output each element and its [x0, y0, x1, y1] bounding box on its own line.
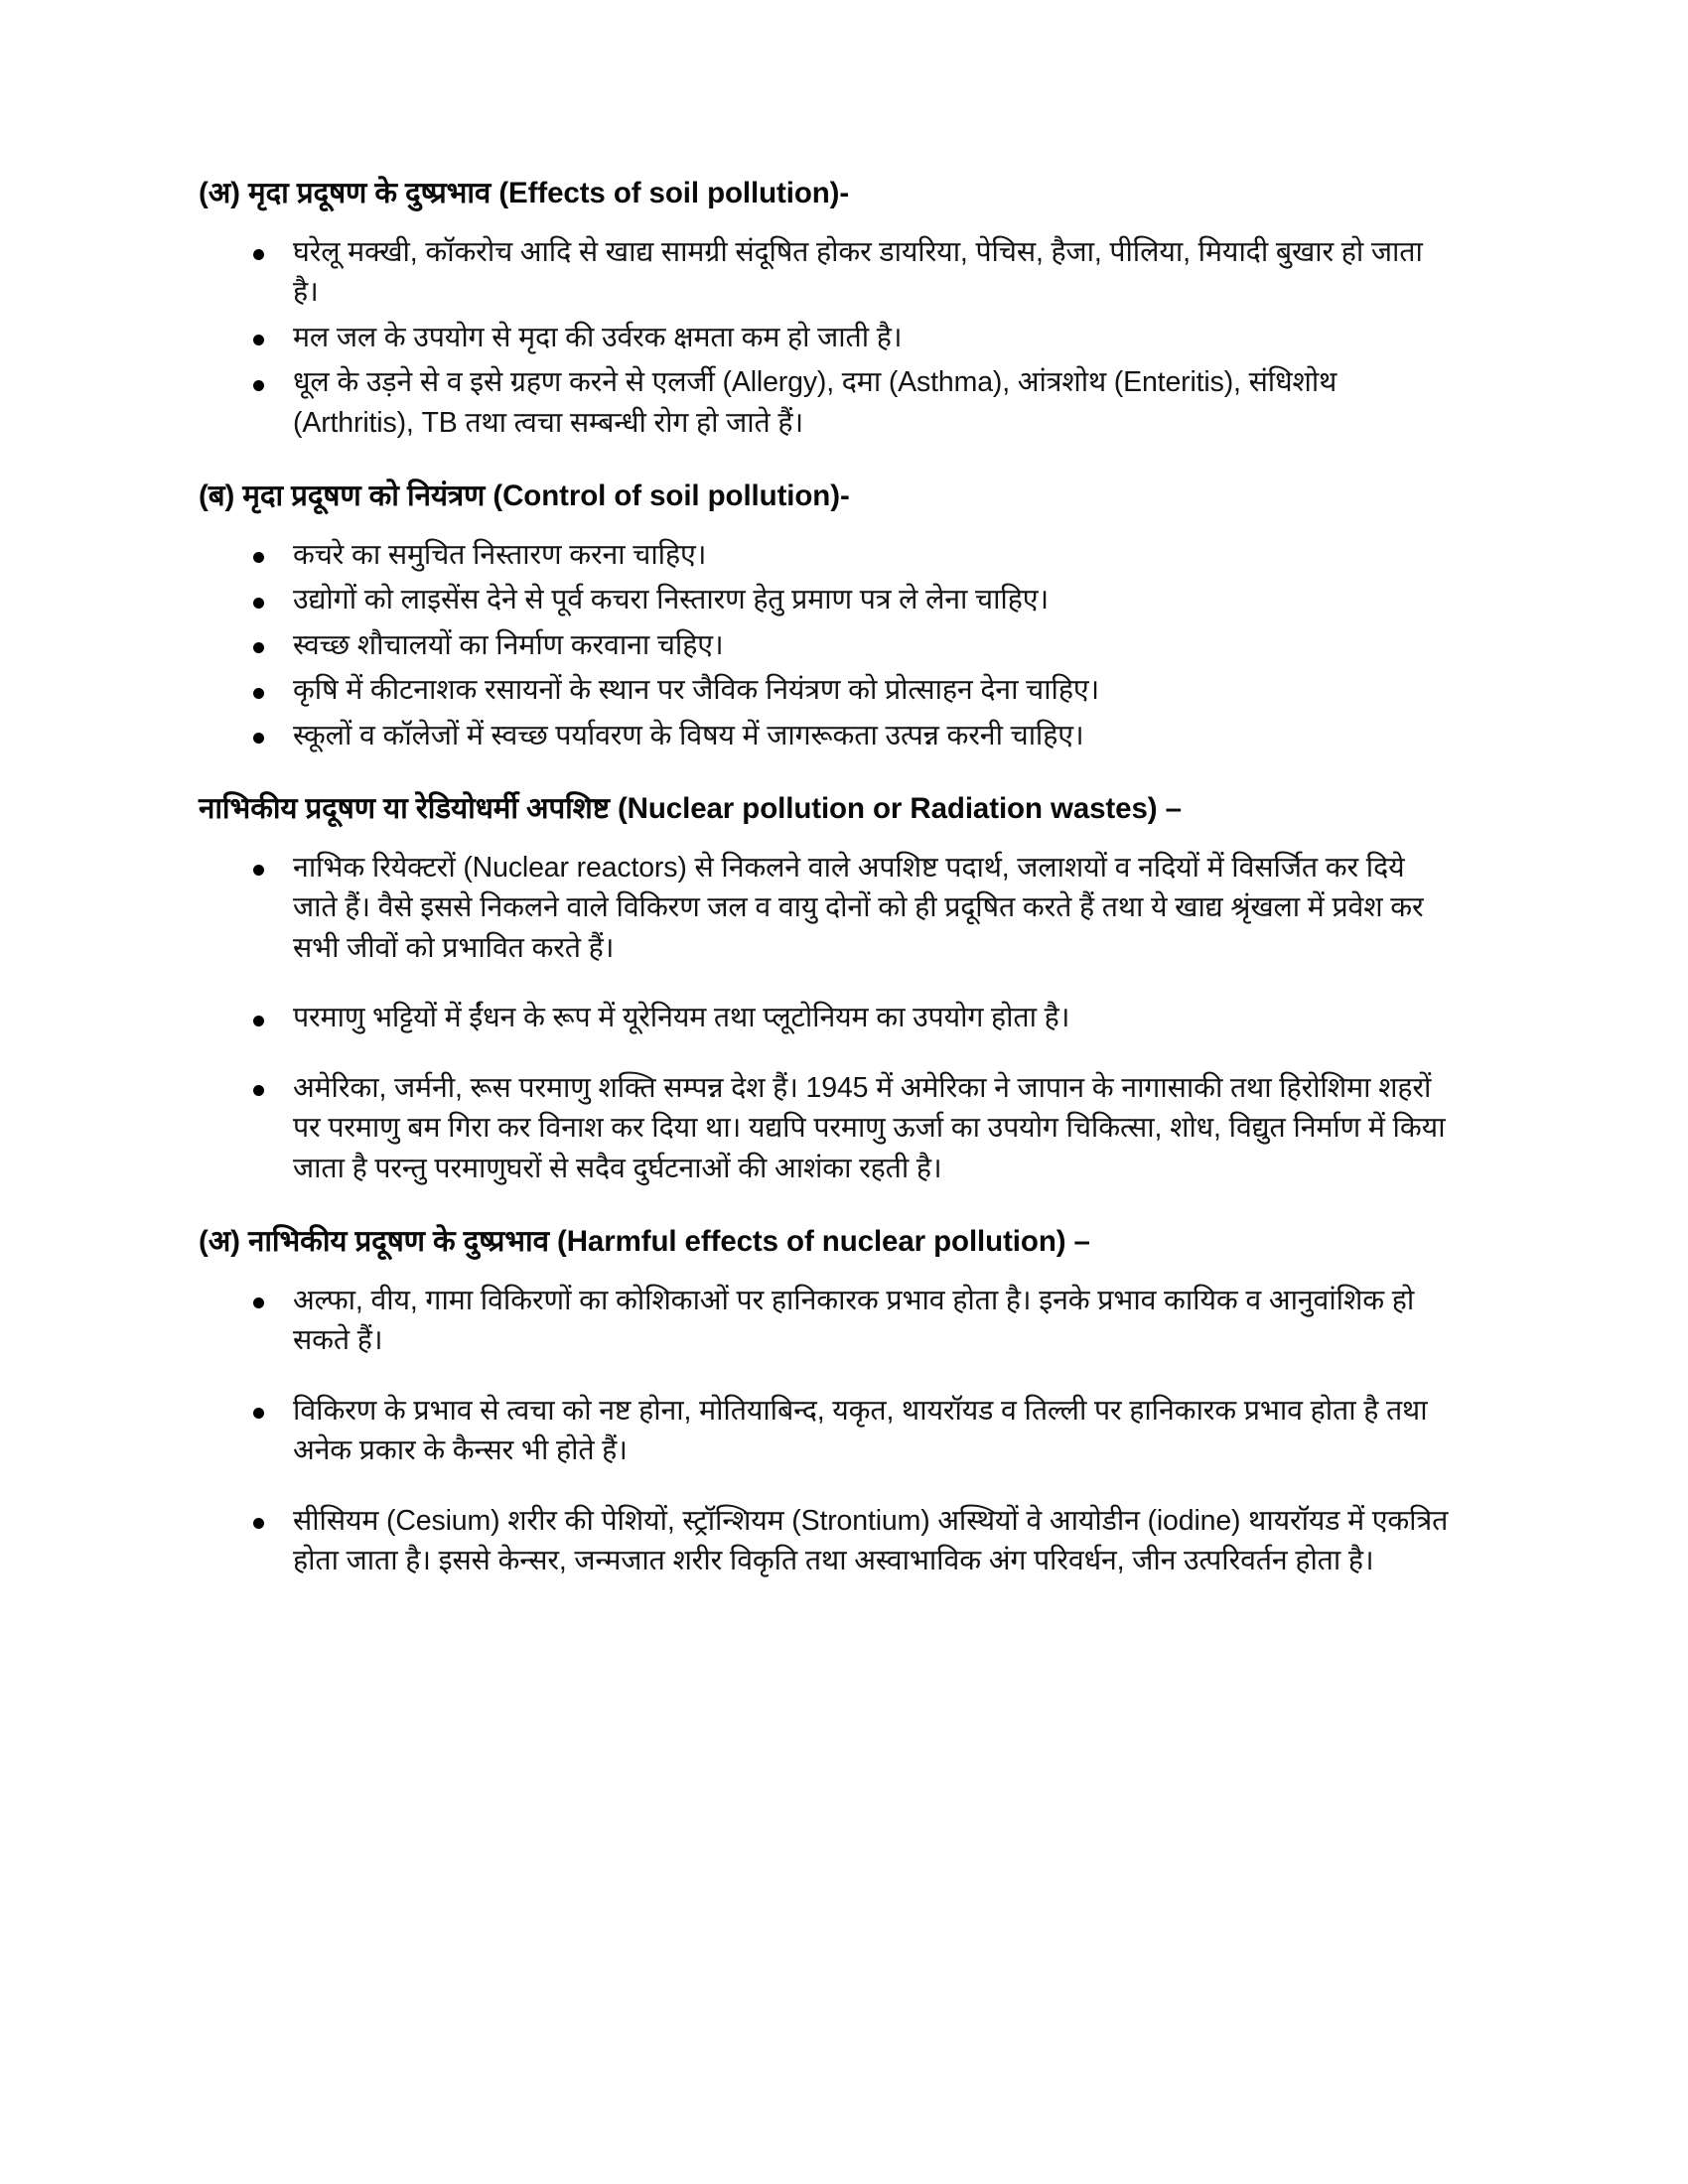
spacer [199, 836, 1455, 848]
list-item: कचरे का समुचित निस्तारण करना चाहिए। [199, 535, 1455, 575]
document-content [199, 174, 1455, 1581]
list-item: स्वच्छ शौचालयों का निर्माण करवाना चहिए। [199, 625, 1455, 665]
spacer [199, 1188, 1455, 1222]
section-heading-effects-of-soil-pollution [199, 174, 1455, 214]
list-item: विकिरण के प्रभाव से त्वचा को नष्ट होना, मोतियाबिन्द, यकृत, थायरॉयड व तिल्ली पर हानिकारक प्रभाव होता है तथा अनेक प्रकार के कैन्सर भी होते हैं। [199, 1391, 1455, 1471]
bullet-list-control-of-soil-pollution [199, 535, 1455, 755]
bullet-list-harmful-effects-of-nuclear-pollution [199, 1281, 1455, 1581]
spacer [199, 220, 1455, 232]
section-heading-text: (ब) मृदा प्रदूषण को नियंत्रण (Control of soil pollution)- [199, 479, 850, 513]
list-item: धूल के उड़ने से व इसे ग्रहण करने से एलर्जी (Allergy), दमा (Asthma), आंत्रशोथ (Enteritis), संधिशोथ (Arthritis), TB तथा त्वचा सम्बन्धी रोग हो जाते हैं। [199, 362, 1455, 443]
section-heading-nuclear-pollution [199, 789, 1455, 830]
spacer [199, 755, 1455, 789]
list-item: परमाणु भट्टियों में ईंधन के रूप में यूरेनियम तथा प्लूटोनियम का उपयोग होता है। [199, 998, 1455, 1037]
bullet-list-effects-of-soil-pollution [199, 232, 1455, 443]
list-item: मल जल के उपयोग से मृदा की उर्वरक क्षमता कम हो जाती है। [199, 318, 1455, 357]
bullet-list-nuclear-pollution [199, 848, 1455, 1188]
list-item: उद्योगों को लाइसेंस देने से पूर्व कचरा निस्तारण हेतु प्रमाण पत्र ले लेना चाहिए। [199, 580, 1455, 619]
section-heading-text: (अ) नाभिकीय प्रदूषण के दुष्प्रभाव (Harmful effects of nuclear pollution) – [199, 1225, 1090, 1259]
list-item: घरेलू मक्खी, कॉकरोच आदि से खाद्य सामग्री संदूषित होकर डायरिया, पेचिस, हैजा, पीलिया, मियादी बुखार हो जाता है। [199, 232, 1455, 313]
spacer [199, 523, 1455, 535]
list-item: अमेरिका, जर्मनी, रूस परमाणु शक्ति सम्पन्न देश हैं। 1945 में अमेरिका ने जापान के नागासाकी तथा हिरोशिमा शहरों पर परमाणु बम गिरा कर विनाश कर दिया था। यद्यपि परमाणु ऊर्जा का उपयोग चिकित्सा, शोध, विद्युत निर्माण में किया जाता है परन्तु परमाणुघरों से सदैव दुर्घटनाओं की आशंका रहती है। [199, 1068, 1455, 1188]
list-item: सीसियम (Cesium) शरीर की पेशियों, स्ट्रॉन्शियम (Strontium) अस्थियों वे आयोडीन (iodine) थायरॉयड में एकत्रित होता जाता है। इससे केन्सर, जन्मजात शरीर विकृति तथा अस्वाभाविक अंग परिवर्धन, जीन उत्परिवर्तन होता है। [199, 1501, 1455, 1581]
spacer [199, 1269, 1455, 1281]
list-item: नाभिक रियेक्टरों (Nuclear reactors) से निकलने वाले अपशिष्ट पदार्थ, जलाशयों व नदियों में विसर्जित कर दिये जाते हैं। वैसे इससे निकलने वाले विकिरण जल व वायु दोनों को ही प्रदूषित करते हैं तथा ये खाद्य श्रृंखला में प्रवेश कर सभी जीवों को प्रभावित करते हैं। [199, 848, 1455, 968]
list-item: अल्फा, वीय, गामा विकिरणों का कोशिकाओं पर हानिकारक प्रभाव होता है। इनके प्रभाव कायिक व आनुवांशिक हो सकते हैं। [199, 1281, 1455, 1361]
spacer [199, 443, 1455, 477]
list-item: कृषि में कीटनाशक रसायनों के स्थान पर जैविक नियंत्रण को प्रोत्साहन देना चाहिए। [199, 670, 1455, 710]
section-heading-text: (अ) मृदा प्रदूषण के दुष्प्रभाव (Effects of soil pollution)- [199, 177, 850, 209]
section-heading-control-of-soil-pollution [199, 477, 1455, 517]
list-item: स्कूलों व कॉलेजों में स्वच्छ पर्यावरण के विषय में जागरूकता उत्पन्न करनी चाहिए। [199, 716, 1455, 755]
section-heading-text: नाभिकीय प्रदूषण या रेडियोधर्मी अपशिष्ट (Nuclear pollution or Radiation wastes) – [199, 792, 1182, 826]
section-heading-harmful-effects-of-nuclear-pollution [199, 1222, 1455, 1263]
